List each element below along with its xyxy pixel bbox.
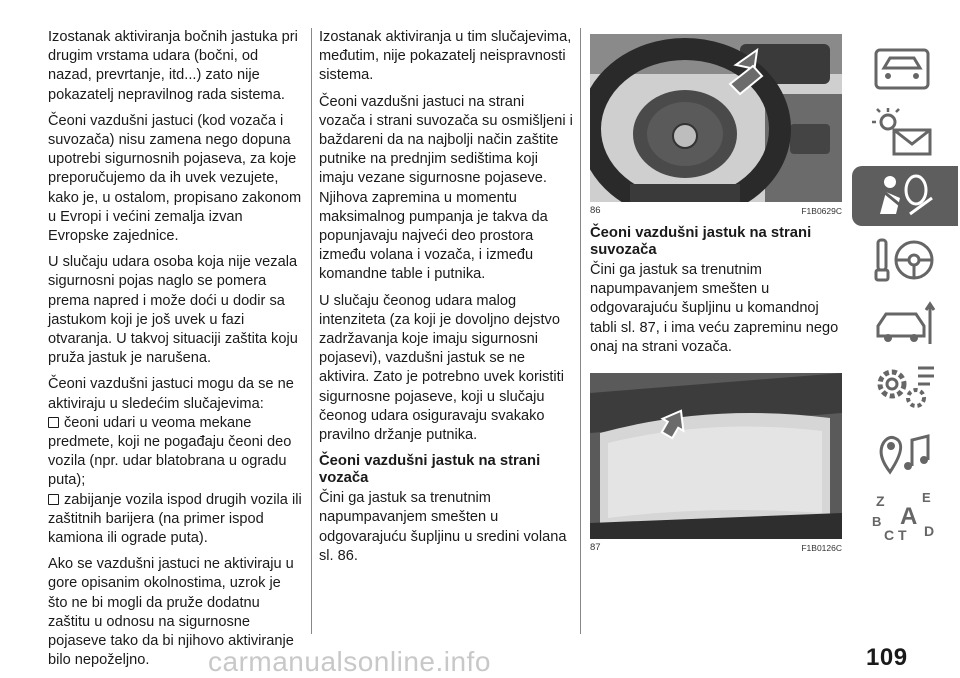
- index-letter: B: [872, 514, 882, 529]
- list-item: [48, 414, 304, 491]
- figure-dashboard-airbag: [590, 373, 842, 539]
- car-lift-icon: [870, 298, 940, 350]
- index-letter: A: [900, 503, 918, 530]
- list-item-text: čeoni udari u veoma mekane predmete, koji ne pogađaju čeoni deo vozila (npr. udar blatobrana u ogradu puta);: [48, 414, 292, 489]
- watermark: carmanualsonline.info: [208, 646, 491, 677]
- index-letter: C: [884, 527, 895, 542]
- paragraph: Čini ga jastuk sa trenutnim napumpavanjem smešten u odgovarajuću šupljinu u sredini volana sl. 86.: [319, 490, 567, 564]
- tab-warning-lights[interactable]: [852, 102, 958, 162]
- chapter-sidebar: [852, 38, 958, 550]
- text-column-1: [48, 28, 304, 678]
- figure-code: F1B0629C: [801, 206, 842, 216]
- column-divider: [311, 28, 312, 634]
- airbag-safety-icon: [870, 170, 940, 222]
- text-column-3: [590, 28, 842, 562]
- paragraph: Izostanak aktiviranja u tim slučajevima, međutim, nije pokazatelj neispravnosti sistema.: [319, 29, 572, 84]
- paragraph: Ako se vazdušni jastuci ne aktiviraju u gore opisanim okolnostima, uzrok je što ne bi mogli da pruže dodatnu zaštitu u odnosu na sigurnosne pojaseve tako da bi njihovo aktiviranje bilo nepoželjno.: [48, 556, 294, 669]
- paragraph: Čeoni vazdušni jastuci (kod vozača i suvozača) nisu zamena nego dopuna upotrebi sigurnosnih pojaseva, za koje preporučujemo da ih uvek vezujete, kako je, u ostalom, propisano zakonom u Evropi i većini zemalja izvan Evropske zajednice.: [48, 112, 302, 245]
- figure-caption: [590, 205, 842, 217]
- column-divider: [580, 28, 581, 634]
- alphabet-index-icon: [870, 490, 940, 542]
- paragraph: Čeoni vazdušni jastuci na strani vozača i strani suvozača su osmišljeni i baždareni da na najbolji način zaštite putnike na prednjim sedištima koji imaju vezane sigurnosne pojaseve. Njihova zapremina u momentu maksimalnog pumpanja je takva da popunjavaju najveći deo prostora između volana i vozača, i između komandne table i putnika.: [319, 93, 573, 283]
- page-number: 109: [866, 644, 908, 671]
- paragraph: Čeoni vazdušni jastuci mogu da se ne aktiviraju u sledećim slučajevima:: [48, 376, 294, 412]
- dashboard-image: [590, 373, 842, 539]
- checkbox-bullet-icon: [48, 494, 59, 505]
- figure-steering-wheel-airbag: [590, 34, 842, 202]
- index-letter: D: [924, 523, 935, 539]
- figure-number: 87: [590, 542, 601, 554]
- paragraph: U slučaju čeonog udara malog intenziteta (za koji je dovoljno dejstvo zadržavanja koje imaju sigurnosni pojasevi), vazdušni jastuk se ne aktivira. Zato je potrebno uvek koristiti sigurnosne pojaseve, koji u slučaju čeonog udara osiguravaju svakako pravilno držanje putnika.: [319, 292, 564, 444]
- list-item: [48, 491, 304, 549]
- tab-gears-settings[interactable]: [852, 358, 958, 418]
- steering-wheel-image: [590, 34, 842, 202]
- music-navigation-icon: [870, 426, 940, 478]
- figure-code: F1B0126C: [801, 543, 842, 554]
- tab-music-navigation[interactable]: [852, 422, 958, 482]
- figure-caption: [590, 542, 842, 554]
- tab-car-lift[interactable]: [852, 294, 958, 354]
- tab-key-steering[interactable]: [852, 230, 958, 290]
- tab-alphabetical-index[interactable]: [852, 486, 958, 546]
- index-letter: Z: [876, 493, 885, 509]
- tab-car[interactable]: [852, 38, 958, 98]
- index-letter: T: [898, 527, 907, 542]
- gears-settings-icon: [870, 362, 940, 414]
- figure-number: 86: [590, 205, 601, 216]
- text-column-2: [319, 28, 573, 573]
- checkbox-bullet-icon: [48, 417, 59, 428]
- key-steering-icon: [870, 234, 940, 286]
- list-item-text: zabijanje vozila ispod drugih vozila ili zaštitnih barijera (na primer ispod kamiona ili ograde puta).: [48, 491, 302, 547]
- paragraph: Izostanak aktiviranja bočnih jastuka pri drugim vrstama udara (bočni, od nazad, prevrtanje, itd...) zato nije pokazatelj nepravilnog rada sistema.: [48, 29, 298, 103]
- paragraph: Čini ga jastuk sa trenutnim napumpavanjem smešten u odgovarajuću šupljinu u komandnoj tabli sl. 87, i ima veću zapreminu nego onaj na strani vozača.: [590, 262, 839, 355]
- index-letter: E: [922, 490, 931, 505]
- car-icon: [870, 42, 940, 94]
- section-heading: Čeoni vazdušni jastuk na strani vozača: [319, 453, 541, 487]
- paragraph: U slučaju udara osoba koja nije vezala sigurnosni pojas naglo se pomera prema napred i može doći u dodir sa jastukom koji je još uvek u fazi otvaranja. U takvoj situaciji zaštita koju pruža jastuk je narušena.: [48, 254, 298, 367]
- section-heading: Čeoni vazdušni jastuk na strani suvozača: [590, 225, 812, 258]
- warning-lights-icon: [870, 106, 940, 158]
- tab-airbag-safety[interactable]: [852, 166, 958, 226]
